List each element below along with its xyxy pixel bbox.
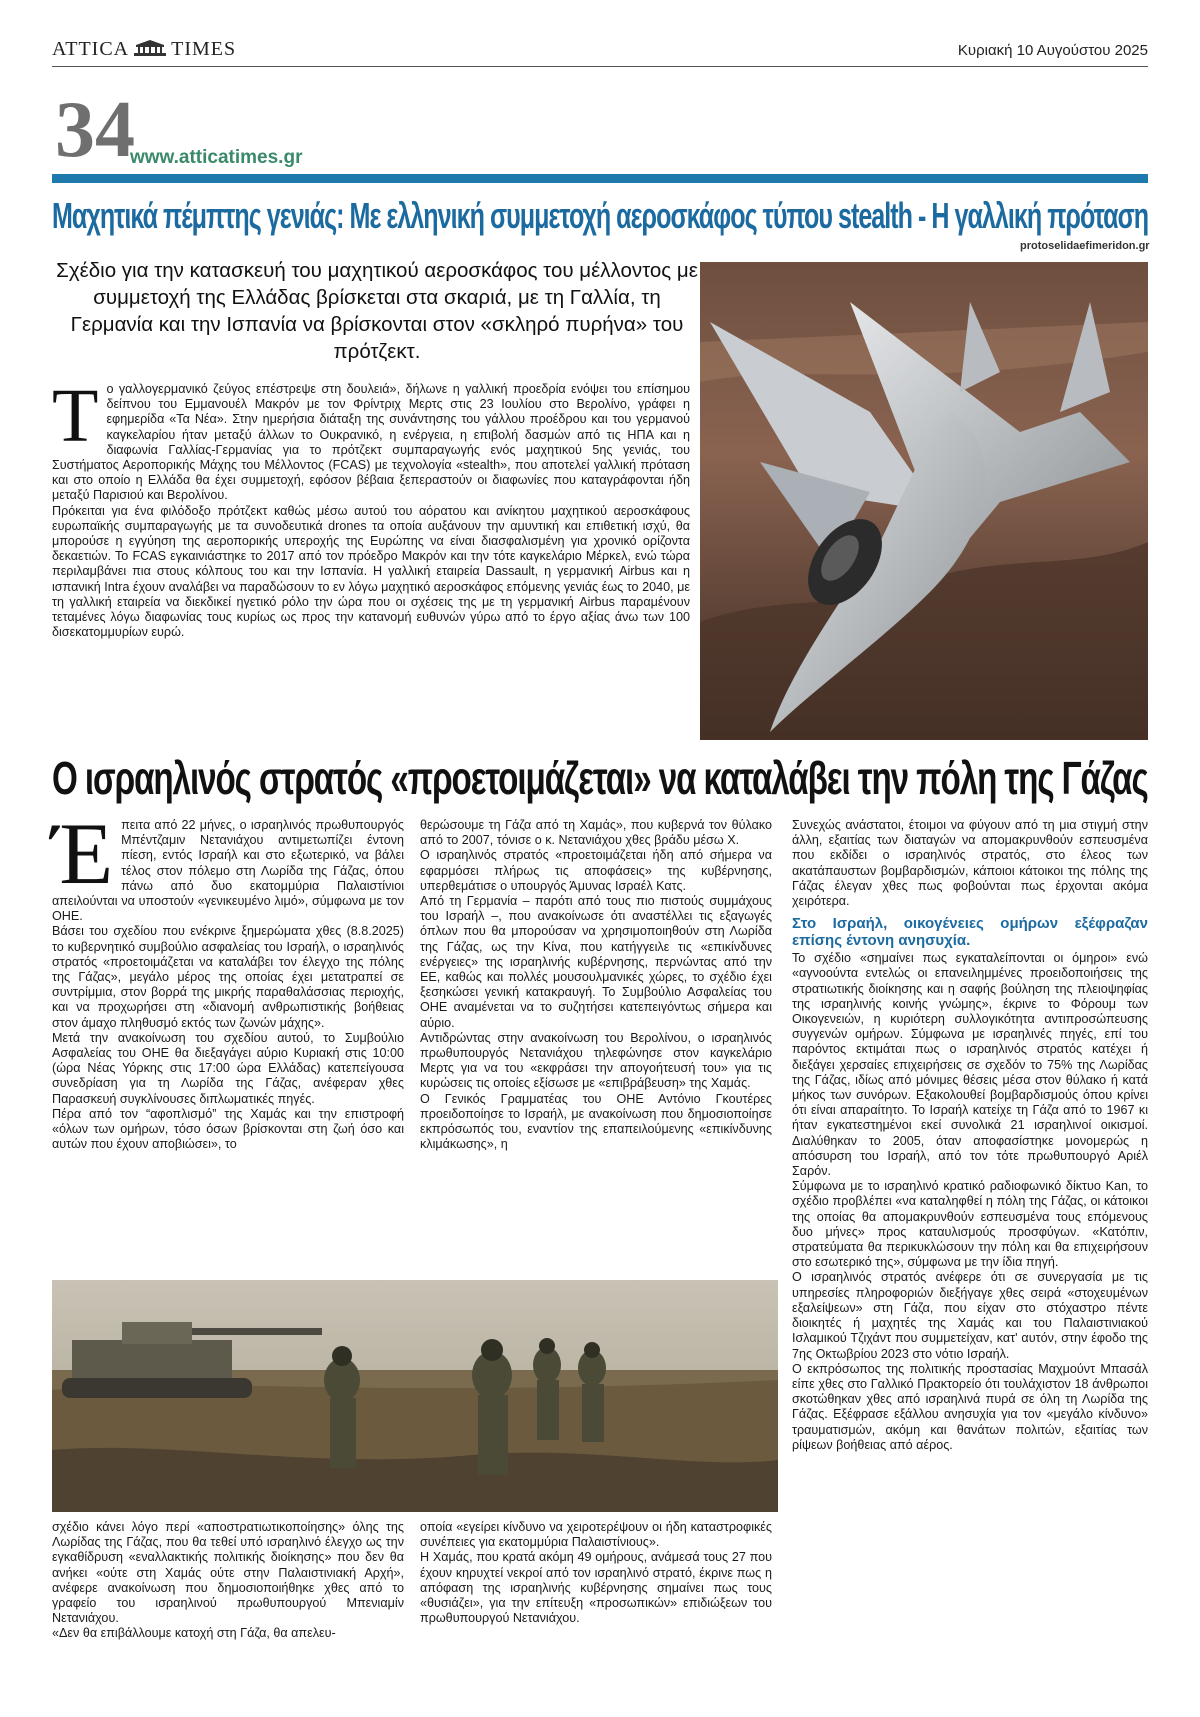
article2-column-2-bottom xyxy=(420,1520,772,1626)
article2-paragraph: Ο ισραηλινός στρατός «προετοιμάζεται ήδη από σήμερα να εφαρμόσει πλήρως τις αποφάσεις» της κυβέρνησης, υπερθεμάτισε ο υπουργός Άμυνας Ισραέλ Κατς. xyxy=(420,848,772,893)
article2-paragraph: Μετά την ανακοίνωση του σχεδίου αυτού, το Συμβούλιο Ασφαλείας του ΟΗΕ θα διεξαγάγει αύριο Κυριακή στις 10:00 (ώρα Νέας Υόρκης στις 17:00 ώρα Ελλάδας) κατεπείγουσα συνεδρίαση για τη Λωρίδα της Γάζας, ανέφεραν χθες Παρασκευή συγκλίνουσες διπλωματικές πηγές. xyxy=(52,1030,404,1106)
article2-column-1-bottom xyxy=(52,1520,404,1642)
article2-paragraph: Η Χαμάς, που κρατά ακόμη 49 ομήρους, ανάμεσά τους 27 που έχουν κηρυχτεί νεκροί από τον ισραηλινό στρατό, έκρινε πως η απόφαση της ισραηλινής κυβέρνησης σημαίνει πως τους «θυσιάζει», για την επίτευξη «προσωπικών» επιδιώξεων του πρωθυπουργού Νετανιάχου. xyxy=(420,1550,772,1626)
article2-paragraph: οποία «εγείρει κίνδυνο να χειροτερέψουν οι ήδη καταστροφικές συνέπειες για εκατομμύρια Παλαιστίνιους». xyxy=(420,1520,772,1550)
header-divider xyxy=(52,66,1148,67)
article2-paragraph: Ο εκπρόσωπος της πολιτικής προστασίας Μαχμούντ Μπασάλ είπε χθες στο Γαλλικό Πρακτορείο ότι τουλάχιστον 18 άνθρωποι σκοτώθηκαν χθες από ισραηλινά πυρά σε όλη τη Λωρίδα της Γάζας. Εξέφρασε εξάλλου ανησυχία για τον «μεγάλο κίνδυνο» τραυματισμών, ακόμη και θανάτων πολιτών, εξαιτίας των ρίψεων βοήθειας από αέρος. xyxy=(792,1361,1148,1452)
article1-lead: Σχέδιο για την κατασκευή του μαχητικού αεροσκάφος του μέλλοντος με συμμετοχή της Ελλάδας βρίσκεται στα σκαριά, με τη Γαλλία, τη Γερμανία και την Ισπανία να βρίσκονται στον «σκληρό πυρήνα» του πρότζεκτ. xyxy=(56,259,698,363)
article2-paragraph: Αντιδρώντας στην ανακοίνωση του Βερολίνου, ο ισραηλινός πρωθυπουργός Νετανιάχου τηλεφώνησε στον καγκελάριο Μερτς για να του «εκφράσει την απογοήτευσή του» για τις κυρώσεις τις οποίες εξίσωσε με «επιβράβευση» της Χαμάς. xyxy=(420,1030,772,1091)
source-watermark: protoselidaefimeridon.gr xyxy=(1020,240,1150,252)
article2-paragraph: Σύμφωνα με το ισραηλινό κρατικό ραδιοφωνικό δίκτυο Kan, το σχέδιο προβλέπει «να καταληφθεί η πόλη της Γάζας, οι κάτοικοι της οποίας θα απομακρυνθούν εσπευσμένα τους επόμενους δυο μήνες» προς καταυλισμούς προσφύγων. «Κατόπιν, στρατεύματα θα περικυκλώσουν την πόλη και θα επιχειρήσουν στο εσωτερικό της», σύμφωνα με την ίδια πηγή. xyxy=(792,1179,1148,1270)
article2-paragraph: Από τη Γερμανία – παρότι από τους πιο πιστούς συμμάχους του Ισραήλ –, που ανακοίνωσε ότι αναστέλλει τις εξαγωγές όπλων που θα μπορούσαν να χρησιμοποιηθούν στη Λωρίδα της Γάζας, ως την Κίνα, που κατήγγειλε τις «επικίνδυνες ενέργειες» της ισραηλινής κυβέρνησης, περνώντας από την ΕΕ, καθώς και πολλές μουσουλμανικές χώρες, το σχέδιο έχει ξεσηκώσει γενική κατακραυγή. Το Συμβούλιο Ασφαλείας του ΟΗΕ αναμένεται να το συζητήσει κατεπειγόντως σήμερα και αύριο. xyxy=(420,894,772,1030)
article2-column-3 xyxy=(792,818,1148,1453)
article2-paragraph: Βάσει του σχεδίου που ενέκρινε ξημερώματα χθες (8.8.2025) το κυβερνητικό συμβούλιο ασφαλείας του Ισραήλ, ο ισραηλινός στρατός «προετοιμάζεται να καταλάβει τον έλεγχο της πόλης της Γάζας», μεγάλο μέρος της οποίας έχει μετατραπεί σε συντρίμμια, στον βορρά της μικρής παραθαλάσσιας περιοχής, και να προχωρήσει στη «διανομή ανθρωπιστικής βοήθειας στον άμαχο πληθυσμό εκτός των ζωνών μάχης». xyxy=(52,924,404,1030)
masthead-logo: ATTICA TIMES xyxy=(52,38,237,60)
article2-column-2 xyxy=(420,818,772,1152)
article1-headline: Μαχητικά πέμπτης γενιάς: Με ελληνική συμμετοχή αεροσκάφος τύπου stealth - Η γαλλική πρόταση xyxy=(52,195,1148,236)
article1-dropcap: Τ xyxy=(52,374,99,458)
article2-subhead: Στο Ισραήλ, οικογένειες ομήρων εξέφραζαν επίσης έντονη ανησυχία. xyxy=(792,915,1148,950)
page-number: 34 xyxy=(55,86,135,174)
article2-paragraph: πειτα από 22 μήνες, ο ισραηλινός πρωθυπουργός Μπέντζαμιν Νετανιάχου αντιμετωπίζει έντονη πίεση, εντός Ισραήλ και στο εξωτερικό, να βάλει τέλος στον πόλεμο στη Λωρίδα της Γάζας, όπου πάνω από δυο εκατομμύρια Παλαιστίνιοι απειλούνται να υποστούν «γενικευμένο λιμό», σύμφωνα με τον ΟΗΕ. xyxy=(52,818,404,924)
article2-paragraph: Συνεχώς ανάστατοι, έτοιμοι να φύγουν από τη μια στιγμή στην άλλη, εξαιτίας των διαταγών να απομακρυνθούν εσπευσμένα που εκδίδει ο ισραηλινός στρατός, στο έλεος των ακατάπαυστων βομβαρδισμών, κάποιοι κάτοικοι της πόλης της Γάζας έλεγαν χθες πως φοβούνται πως έρχονται ακόμα χειρότερα. xyxy=(792,818,1148,909)
article2-paragraph: θερώσουμε τη Γάζα από τη Χαμάς», που κυβερνά τον θύλακο από το 2007, τόνισε ο κ. Νετανιάχου χθες βράδυ μέσω Χ. xyxy=(420,818,772,848)
article2-paragraph: Το σχέδιο «σημαίνει πως εγκαταλείπονται οι όμηροι» ενώ «αγνοούντα εντελώς οι επανειλημμένες προειδοποιήσεις της στρατιωτικής διοίκησης και η σαφής βούληση της πλειοψηφίας της ισραηλινής κοινής γνώμης», έκρινε το Φόρουμ των Οικογενειών, η κυριότερη συλλογικότητα αντιπροσώπευσης συγγενών ομήρων. Σύμφωνα με ισραηλινές πηγές, επί του παρόντος εκτιμάται πως ο ισραηλινός στρατός κατέχει ή διεξάγει χερσαίες επιχειρήσεις σε σχεδόν το 75% της Λωρίδας της Γάζας, ιδίως από μόνιμες θέσεις μέσα στον θύλακο ή κατά μήκος των συνόρων. Εξακολουθεί βομβαρδισμούς όπου κρίνει ότι είναι απαραίτητο. Το Ισραήλ κατείχε τη Γάζα από το 1967 κι ήταν εγκατεστημένοι εκεί συνολικά 21 ισραηλινοί οικισμοί. Διαλύθηκαν το 2005, όταν αποφασίστηκε μονομερώς η απόσυρση του Ισραήλ, από τον τότε πρωθυπουργό Αριέλ Σαρόν. xyxy=(792,951,1148,1179)
article2-dropcap: Έ xyxy=(52,806,114,903)
building-icon xyxy=(133,40,167,56)
website-link[interactable]: www.atticatimes.gr xyxy=(130,147,303,168)
article2-paragraph: Πέρα από τον “αφοπλισμό” της Χαμάς και την επιστροφή «όλων των ομήρων, τόσο όσων βρίσκονται στη ζωή όσο και αυτών που έχουν αποβιώσει», το xyxy=(52,1106,404,1152)
article1-paragraph: ο γαλλογερμανικό ζεύγος επέστρεψε στη δουλειά», δήλωνε η γαλλική προεδρία ενόψει του επίσημου δείπνου του Εμμανουέλ Μακρόν με τον Φρίντριχ Μερτς στις 23 Ιουλίου στο Βερολίνο, γράφει η εφημερίδα «Τα Νέα». Στην ημερήσια διάταξη της συνάντησης του γάλλου προέδρου και του γερμανού καγκελαρίου ήταν μεταξύ άλλων το Ουκρανικό, η ενέργεια, η επιβολή δασμών από τις ΗΠΑ και η διαφωνία Γαλλίας-Γερμανίας για το πρότζεκτ συμπαραγωγής ενός μαχητικού 5ης γενιάς, του Συστήματος Αεροπορικής Μάχης του Μέλλοντος (FCAS) με τεχνολογία «stealth», που αποτελεί γαλλική πρόταση και στο οποίο η Ελλάδα θα έχει συμμετοχή, εφόσον βέβαια ξεπεραστούν οι διαφωνίες που καταγράφονται ήδη μεταξύ Παρισιού και Βερολίνου. xyxy=(52,382,690,503)
article2-column-1 xyxy=(52,806,404,1152)
issue-date: Κυριακή 10 Αυγούστου 2025 xyxy=(957,42,1148,59)
article2-paragraph: σχέδιο κάνει λόγο περί «αποστρατιωτικοποίησης» όλης της Λωρίδας της Γάζας, που θα τεθεί υπό ισραηλινό έλεγχο ως την εγκαθίδρυση «εναλλακτικής πολιτικής διοίκησης» που δεν θα ανήκει «ούτε στη Χαμάς ούτε στην Παλαιστινιακή Αρχή», ανέφερε ανακοίνωση που δημοσιοποιήθηκε χθες από το γραφείο του ισραηλινού πρωθυπουργού Μπενιαμίν Νετανιάχου. xyxy=(52,1520,404,1626)
fighter-jet-photo xyxy=(700,262,1148,740)
article2-paragraph: Ο Γενικός Γραμματέας του ΟΗΕ Αντόνιο Γκουτέρες προειδοποίησε το Ισραήλ, με ανακοίνωση που δημοσιοποίησε εκπρόσωπός του, εναντίον της επαπειλούμενης «επικίνδυνης κλιμάκωσης», η xyxy=(420,1091,772,1152)
section-rule xyxy=(52,174,1148,183)
article1-body xyxy=(52,374,690,640)
article2-paragraph: «Δεν θα επιβάλλουμε κατοχή στη Γάζα, θα απελευ- xyxy=(52,1626,336,1641)
article2-headline: Ο ισραηλινός στρατός «προετοιμάζεται» να καταλάβει την πόλη της Γάζας xyxy=(52,752,1148,804)
soldiers-tank-photo xyxy=(52,1280,778,1512)
article1-paragraph: Πρόκειται για ένα φιλόδοξο πρότζεκτ καθώς μέσω αυτού του αόρατου και ανίκητου μαχητικού αεροσκάφους ευρωπαϊκής συμπαραγωγής με τα συνοδευτικά drones τα οποία αυξάνουν την αμυντική και επιθετική ισχύ, θα μπορούσε η εγγύηση της αεροπορικής υπεροχής της Ευρώπης να είναι διασφαλισμένη για χρονικό ορίζοντα δεκαετιών. Το FCAS εγκαινιάστηκε το 2017 από τον πρόεδρο Μακρόν και την τότε καγκελάριο Μέρκελ, ενώ τώρα περιλαμβάνει πια στους κόλπους του και την Ισπανία. Η γαλλική εταιρεία Dassault, η γερμανική Airbus και η ισπανική Intra έχουν αναλάβει να παραδώσουν το εν λόγω μαχητικό αεροσκάφος επόμενης γενιάς έως το 2040, με τη γαλλική εταιρεία να διεκδικεί ηγετικό ρόλο την ώρα που οι σχέσεις της με τη γερμανική Airbus παραμένουν τεταμένες λόγω διαφωνίας τους κυρίως ως προς την κατανομή ευθυνών γύρω από το έργο αξίας άνω των 100 δισεκατομμυρίων ευρώ. xyxy=(52,503,690,640)
article2-paragraph: Ο ισραηλινός στρατός ανέφερε ότι σε συνεργασία με τις υπηρεσίες πληροφοριών διεξήγαγε χθες σειρά «στοχευμένων εξαλείψεων» στη Γάζα, που είχαν στο στόχαστρο πέντε διοικητές ή μαχητές της Χαμάς και του Παλαιστινιακού Ισλαμικού Τζιχάντ που συμμετείχαν, κατ' αυτόν, στην έφοδο της 7ης Οκτωβρίου 2023 στο νότιο Ισραήλ. xyxy=(792,1270,1148,1361)
